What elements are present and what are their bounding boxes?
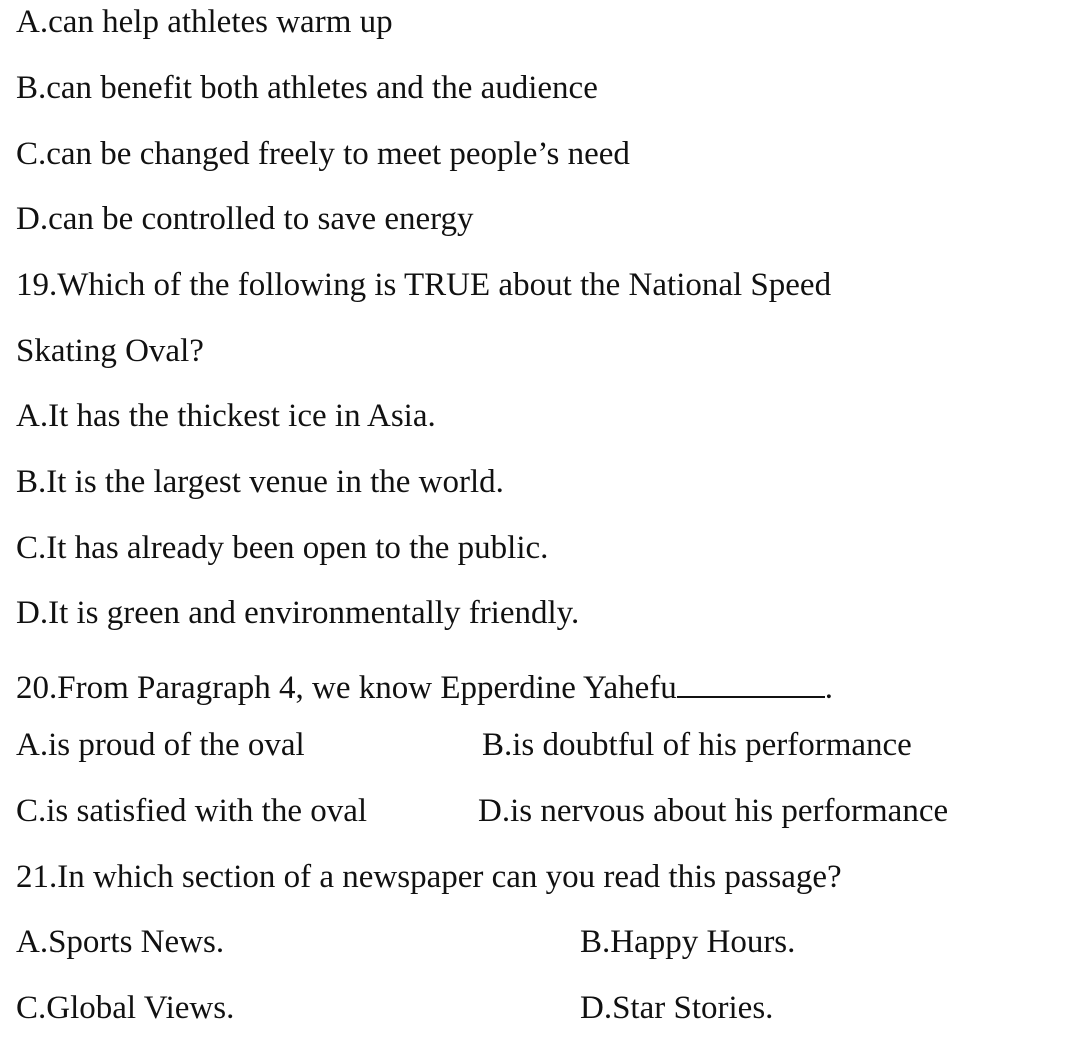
q19-stem-line1: 19.Which of the following is TRUE about the National Speed [16,267,832,303]
q21-option-a: A.Sports News. [16,924,225,960]
q20-option-c: C.is satisfied with the oval [16,793,368,829]
q21-option-d: D.Star Stories. [580,990,774,1026]
q18-option-d: D.can be controlled to save energy [16,201,474,237]
q19-option-b: B.It is the largest venue in the world. [16,464,504,500]
q21-stem: 21.In which section of a newspaper can you read this passage? [16,859,842,895]
answer-blank [677,663,825,698]
q20-option-a: A.is proud of the oval [16,727,305,763]
q20-stem-end: . [824,670,834,706]
q20-stem-text: 20.From Paragraph 4, we know Epperdine Yahefu [16,670,677,706]
q19-option-c: C.It has already been open to the public. [16,530,549,566]
q20-option-d: D.is nervous about his performance [478,793,949,829]
q19-stem-line2: Skating Oval? [16,333,204,369]
q18-option-b: B.can benefit both athletes and the audience [16,70,598,106]
q19-option-a: A.It has the thickest ice in Asia. [16,398,436,434]
q18-option-a: A.can help athletes warm up [16,4,393,40]
q20-option-b: B.is doubtful of his performance [482,727,912,763]
q19-option-d: D.It is green and environmentally friendly. [16,595,580,631]
q20-stem [16,663,833,705]
q21-option-c: C.Global Views. [16,990,235,1026]
q21-option-b: B.Happy Hours. [580,924,796,960]
q18-option-c: C.can be changed freely to meet people’s need [16,136,630,172]
